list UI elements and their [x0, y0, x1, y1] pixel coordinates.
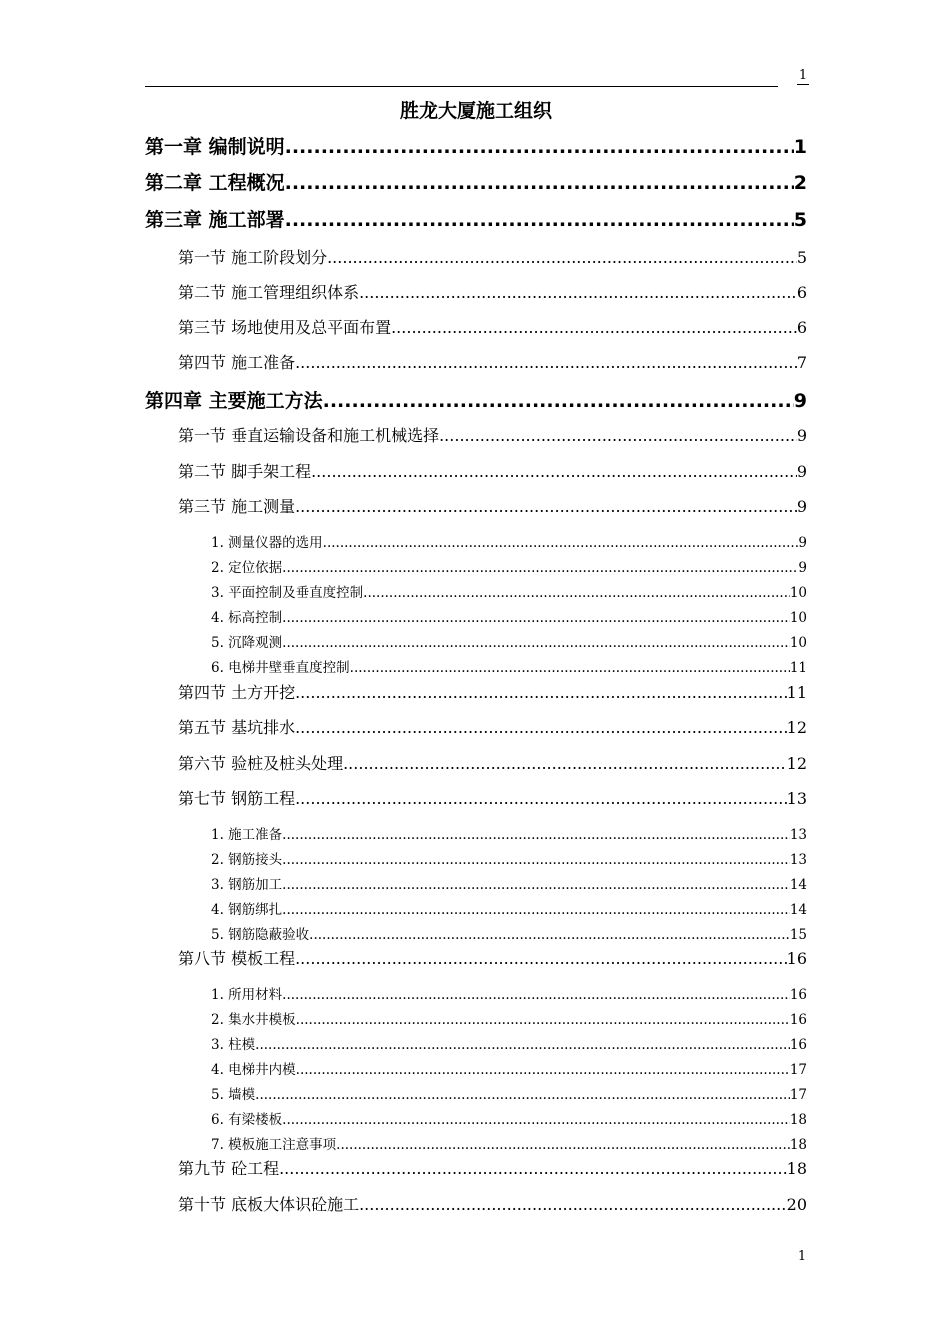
toc-section[interactable]: 第四节 土方开挖 ..... 11	[178, 682, 807, 704]
toc-chapter-1[interactable]: 第一章 编制说明 ..... 1	[145, 134, 807, 160]
toc-subsection[interactable]: 2. 钢筋接头 ..... 13	[211, 851, 807, 869]
toc-subsection[interactable]: 1. 所用材料 ..... 16	[211, 986, 807, 1004]
toc-subsection[interactable]: 6. 有梁楼板 ..... 18	[211, 1111, 807, 1129]
toc-section[interactable]: 第八节 模板工程 ..... 16	[178, 948, 807, 970]
toc-section[interactable]: 第五节 基坑排水 ..... 12	[178, 717, 807, 739]
document-title: 胜龙大厦施工组织	[399, 100, 552, 122]
toc-subsection[interactable]: 7. 模板施工注意事项 ..... 18	[211, 1136, 807, 1154]
toc-subsection[interactable]: 3. 平面控制及垂直度控制 ..... 10	[211, 584, 807, 602]
toc-subsection[interactable]: 2. 集水井模板 ..... 16	[211, 1011, 807, 1029]
toc-subsection[interactable]: 2. 定位依据 ..... 9	[211, 559, 807, 577]
toc-subsection[interactable]: 1. 测量仪器的选用 ..... 9	[211, 534, 807, 552]
toc-subsection[interactable]: 3. 柱模 ..... 16	[211, 1036, 807, 1054]
toc-subsection[interactable]: 4. 电梯井内模 ..... 17	[211, 1061, 807, 1079]
toc-section[interactable]: 第十节 底板大体识砼施工 ..... 20	[178, 1194, 807, 1216]
toc-section[interactable]: 第二节 脚手架工程 ..... 9	[178, 461, 807, 483]
toc-subsection[interactable]: 5. 钢筋隐蔽验收 ..... 15	[211, 926, 807, 944]
toc-subsection[interactable]: 5. 墙模 ..... 17	[211, 1086, 807, 1104]
toc-section[interactable]: 第六节 验桩及桩头处理 ..... 12	[178, 753, 807, 775]
toc-section[interactable]: 第三节 施工测量 ..... 9	[178, 496, 807, 518]
header-page-number: 1	[798, 68, 808, 83]
toc-chapter-2[interactable]: 第二章 工程概况 ..... 2	[145, 170, 807, 196]
toc-chapter-4[interactable]: 第四章 主要施工方法 ..... 9	[145, 388, 807, 414]
toc-subsection[interactable]: 1. 施工准备 ..... 13	[211, 826, 807, 844]
toc-section[interactable]: 第九节 砼工程 ..... 18	[178, 1158, 807, 1180]
toc-subsection[interactable]: 6. 电梯井壁垂直度控制 ..... 11	[211, 659, 807, 677]
toc-section[interactable]: 第四节 施工准备 ..... 7	[178, 352, 807, 374]
toc-section[interactable]: 第一节 施工阶段划分 ..... 5	[178, 247, 807, 269]
toc-subsection[interactable]: 4. 钢筋绑扎 ..... 14	[211, 901, 807, 919]
toc-section[interactable]: 第三节 场地使用及总平面布置 ..... 6	[178, 317, 807, 339]
toc-subsection[interactable]: 5. 沉降观测 ..... 10	[211, 634, 807, 652]
toc-section[interactable]: 第二节 施工管理组织体系 ..... 6	[178, 282, 807, 304]
toc-section[interactable]: 第一节 垂直运输设备和施工机械选择 ..... 9	[178, 425, 807, 447]
footer-page-number: 1	[797, 1249, 807, 1264]
toc-section[interactable]: 第七节 钢筋工程 ..... 13	[178, 788, 807, 810]
toc-subsection[interactable]: 3. 钢筋加工 ..... 14	[211, 876, 807, 894]
toc-chapter-3[interactable]: 第三章 施工部署 ..... 5	[145, 207, 807, 233]
header-rule	[145, 86, 778, 87]
toc-subsection[interactable]: 4. 标高控制 ..... 10	[211, 609, 807, 627]
